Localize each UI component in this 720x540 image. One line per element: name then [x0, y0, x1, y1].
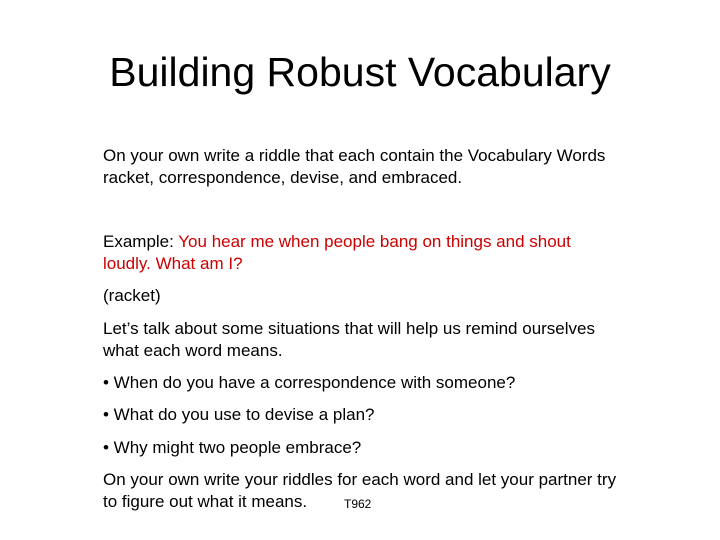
closing-instructions: On your own write your riddles for each word and let your partner try to figure out what it means. — [103, 470, 617, 511]
instructions-text: On your own write a riddle that each contain the Vocabulary Words racket, correspondence, devise, and embraced. — [103, 146, 606, 187]
example-paragraph — [103, 231, 623, 275]
slide-title: Building Robust Vocabulary — [109, 49, 611, 95]
page-number: T962 — [344, 497, 372, 511]
question-embrace: • Why might two people embrace? — [103, 438, 362, 457]
example-label: Example: — [103, 232, 179, 251]
answer-text: (racket) — [103, 286, 161, 305]
question-devise: • What do you use to devise a plan? — [103, 405, 375, 424]
question-correspondence: • When do you have a correspondence with someone? — [103, 373, 516, 392]
discussion-intro: Let’s talk about some situations that will help us remind ourselves what each word means. — [103, 319, 595, 360]
example-riddle: You hear me when people bang on things and shout loudly. What am I? — [103, 232, 571, 273]
